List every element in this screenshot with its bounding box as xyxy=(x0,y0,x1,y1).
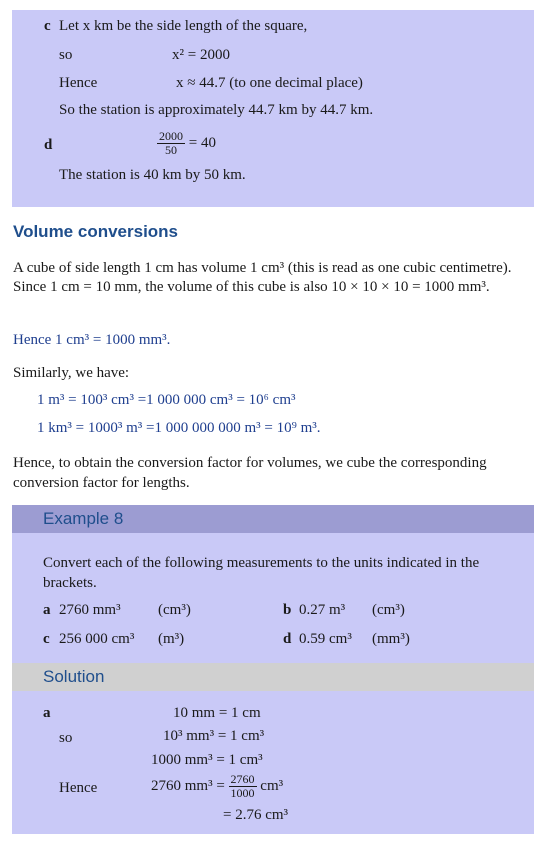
section-heading: Volume conversions xyxy=(13,222,179,241)
cubic-kilometre-conversion: 1 km³ = 1000³ m³ =1 000 000 000 m³ = 10⁹ m³. xyxy=(37,420,321,436)
solution-so-word: so xyxy=(59,730,73,746)
solution-fraction-denominator: 1000 xyxy=(230,786,255,800)
item-c-unit: (m³) xyxy=(158,631,185,647)
hence-statement: Hence 1 cm³ = 1000 mm³. xyxy=(13,332,171,348)
part-d-equals: = 40 xyxy=(188,134,216,151)
solution-title: Solution xyxy=(43,667,105,686)
solution-header xyxy=(12,663,534,691)
solution-fraction-unit: cm³ xyxy=(260,777,284,794)
example-title: Example 8 xyxy=(43,509,124,528)
fraction xyxy=(157,130,185,157)
solution-a-label: a xyxy=(43,705,51,721)
answer-box-top xyxy=(12,10,534,207)
solution-line-2: 10³ mm³ = 1 cm³ xyxy=(163,728,265,744)
fraction-numerator: 2000 xyxy=(159,129,183,143)
item-c-label: c xyxy=(43,631,50,647)
so-equation: x² = 2000 xyxy=(172,47,230,63)
solution-fraction-numerator: 2760 xyxy=(230,772,255,786)
solution-line-5: = 2.76 cm³ xyxy=(223,807,289,823)
intro-paragraph: A cube of side length 1 cm has volume 1 cm³ (this is read as one cubic centimetre). Since 1 cm = 10 mm, the volume of this cube is also 10 × 10 × 10 = 1000 mm³. xyxy=(13,260,512,295)
solution-line-3: 1000 mm³ = 1 cm³ xyxy=(151,752,263,768)
solution-line-1: 10 mm = 1 cm xyxy=(173,705,261,721)
hence-word: Hence xyxy=(59,75,98,91)
solution-box xyxy=(12,691,534,834)
part-d-label: d xyxy=(44,137,53,153)
item-a-value: 2760 mm³ xyxy=(59,602,121,618)
solution-hence-lhs: 2760 mm³ = xyxy=(151,777,225,794)
part-c-conclusion: So the station is approximately 44.7 km by 44.7 km. xyxy=(59,102,374,118)
similarly-text: Similarly, we have: xyxy=(13,365,130,381)
example-prompt: Convert each of the following measurements to the units indicated in the brackets. xyxy=(43,555,480,591)
part-c-label: c xyxy=(44,18,51,34)
solution-hence-word: Hence xyxy=(59,780,98,796)
item-a-label: a xyxy=(43,602,51,618)
hence-equation: x ≈ 44.7 (to one decimal place) xyxy=(176,75,363,91)
fraction-denominator: 50 xyxy=(165,143,177,157)
item-b-label: b xyxy=(283,602,292,618)
item-b-unit: (cm³) xyxy=(372,602,405,618)
item-c-value: 256 000 cm³ xyxy=(59,631,135,647)
part-c-intro: Let x km be the side length of the square, xyxy=(59,18,308,34)
item-d-label: d xyxy=(283,631,292,647)
conclusion-paragraph: Hence, to obtain the conversion factor for volumes, we cube the corresponding conversion factor for lengths. xyxy=(13,455,487,491)
part-d-conclusion: The station is 40 km by 50 km. xyxy=(59,167,246,183)
part-d-equation xyxy=(157,130,216,157)
cubic-metre-conversion: 1 m³ = 100³ cm³ =1 000 000 cm³ = 10⁶ cm³ xyxy=(37,392,296,408)
example-box xyxy=(12,505,534,663)
item-d-unit: (mm³) xyxy=(372,631,410,647)
solution-fraction xyxy=(229,773,257,800)
item-a-unit: (cm³) xyxy=(158,602,191,618)
so-word: so xyxy=(59,47,73,63)
example-header xyxy=(12,505,534,533)
solution-hence-equation xyxy=(151,773,283,800)
item-d-value: 0.59 cm³ xyxy=(299,631,352,647)
item-b-value: 0.27 m³ xyxy=(299,602,346,618)
